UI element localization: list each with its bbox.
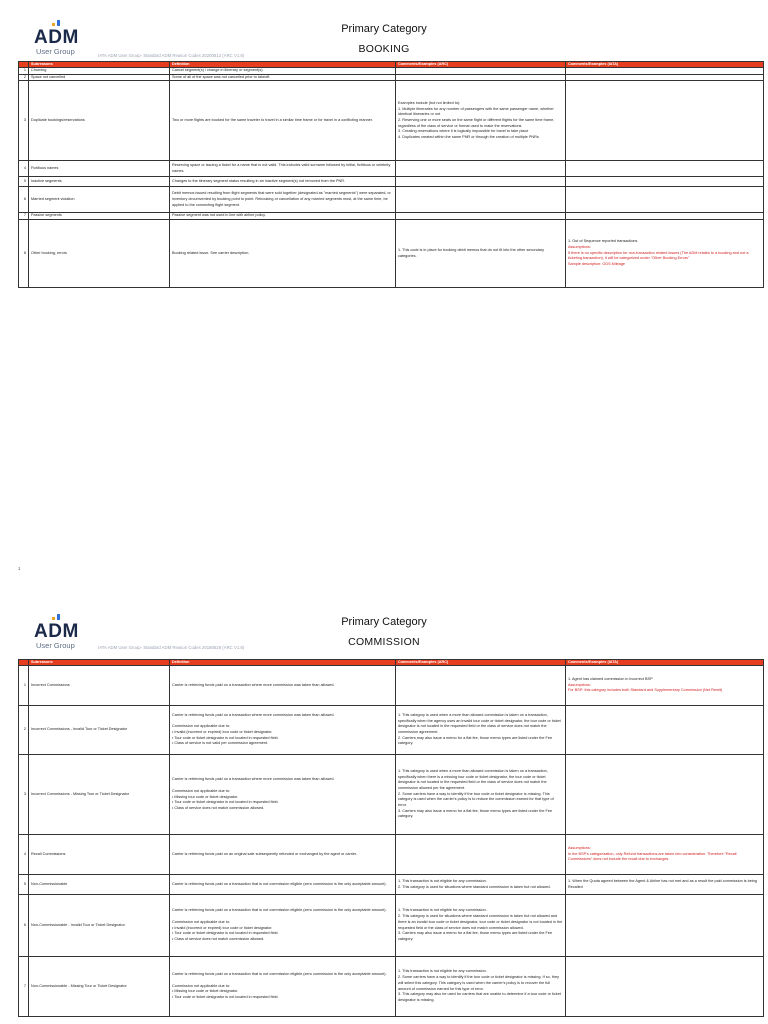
subreason-cell: Non-Commissionable - Missing Tour or Ticket Designator — [29, 957, 170, 1017]
adm-logo — [34, 614, 94, 654]
iata-comment-cell — [566, 74, 764, 81]
cell-line: 3. This category may also be used for carriers that are unable to determine if a tour code or ticket designator is missing. — [398, 992, 561, 1002]
page-title: Primary Category — [341, 23, 427, 35]
cell-line: 1. This transaction is not eligible for any commission. — [398, 908, 487, 913]
subreason-cell: Non-Commissionable - Invalid Tour or Ticket Designator — [29, 895, 170, 957]
arc-comment-cell — [396, 213, 566, 220]
row-number: 8 — [19, 220, 29, 288]
cell-line: Commission not applicable due to: — [172, 788, 231, 793]
iata-comment-cell — [566, 220, 764, 288]
table-row — [19, 875, 764, 895]
table-row — [19, 895, 764, 957]
subreason-cell: Passive segments — [29, 213, 170, 220]
cell-line: 3. Carriers may also issue a memo for a flat fee, those memo types are listed under the Fee category. — [398, 808, 553, 819]
cell-line: • Invalid (incorrect or expired) tour code or ticket designator. — [172, 730, 273, 734]
col-header-subreasons: Subreasons — [29, 62, 170, 68]
cell-line: 1. When the Quota agreed between the Agent & Airline has not met and as a result the paid commission is being Recalled — [568, 878, 757, 889]
cell-note-line: Sample description: GDS Mileage — [568, 262, 625, 267]
cell-line: Carrier is retrieving funds paid on a transaction that is not commission eligible (zero commission is the only acceptable amount). — [172, 972, 387, 977]
row-number: 2 — [19, 706, 29, 755]
subreason-cell: Other booking, errors — [29, 220, 170, 288]
cell-line: 2. Some carriers have a way to identify if the tour code or ticket designator is missing. This category is used when the carrier's policy is to reduce the commission earned for that type of error. — [398, 791, 554, 808]
category-title: COMMISSION — [348, 636, 420, 648]
arc-comment-cell — [396, 81, 566, 161]
subreason-cell: Incorrect Commissions - Missing Tour or Ticket Designator — [29, 755, 170, 835]
cell-line: 2. Some carriers have a way to identify if the tour code or ticket designator is missing. If so, they will select this category. This category is used when the carrier's policy is to recover the full amount of commission earned for this type of error. — [398, 975, 560, 991]
col-header-arc: Comments/Examples (ARC) — [396, 660, 566, 666]
table-row — [19, 220, 764, 288]
definition-cell — [170, 666, 396, 706]
definition-cell — [170, 875, 396, 895]
cell-line: • Tour code or ticket designator is not located in requested field. — [172, 931, 279, 936]
logo-wordmark: ADM — [34, 27, 79, 48]
cell-line: • Missing tour code or ticket designator. — [172, 794, 239, 799]
definition-cell: Some of all of the space was not cancelled prior to takeoff. — [170, 74, 396, 81]
table-row — [19, 957, 764, 1017]
col-header-subreasons: Subreasons — [29, 660, 170, 666]
cell-line: • Tour code or ticket designator is not located in requested field. — [172, 800, 279, 805]
logo-wordmark: ADM — [34, 621, 79, 642]
cell-line: • Missing tour code or ticket designator. — [172, 989, 239, 994]
iata-comment-cell — [566, 755, 764, 835]
table-row — [19, 706, 764, 755]
table-row — [19, 187, 764, 213]
row-number: 7 — [19, 957, 29, 1017]
row-number: 6 — [19, 187, 29, 213]
arc-comment-cell — [396, 895, 566, 957]
row-number: 1 — [19, 666, 29, 706]
arc-comment-cell — [396, 706, 566, 755]
cell-line: Carrier is retrieving funds paid on a transaction where more commission was taken than allowed. — [172, 682, 335, 687]
definition-cell — [170, 835, 396, 875]
subreason-cell: Recall Commissions — [29, 835, 170, 875]
iata-comment-cell — [566, 957, 764, 1017]
cell-note-line: Assumptions: — [568, 845, 591, 850]
source-caption: IATA ADM User Group- Standard ADM Reason Codes 20180528 (ARC V1.8) — [98, 645, 245, 650]
cell-line: Carrier is retrieving funds paid on a transaction that is not commission eligible (zero commission is the only acceptable amount). — [172, 881, 387, 886]
row-number: 2 — [19, 74, 29, 81]
definition-cell: Debit memos issued resulting from flight segments that were sold together (designated as "married segments") were separated, or inventory circumvented by booking point to point. Rebooking or cancellation of any married segments must, at the same time, be applied to the connecting flight segment. — [170, 187, 396, 213]
arc-comment-cell — [396, 177, 566, 187]
cell-line: Carrier is retrieving funds paid on a transaction where more commission was taken than allowed. — [172, 712, 335, 717]
page-number: 1 — [18, 566, 21, 571]
arc-comment-cell — [396, 220, 566, 288]
logo-subtitle: User Group — [36, 641, 75, 650]
cell-line: • Tour code or ticket designator is not located in requested field. — [172, 735, 279, 740]
cell-line: 1. Out of Sequence reported transactions — [568, 239, 638, 244]
cell-line: Commission not applicable due to: — [172, 983, 231, 988]
definition-cell: Booking related issue. See carrier description. — [170, 220, 396, 288]
table-row — [19, 835, 764, 875]
cell-line: 1. This transaction is not eligible for any commission. — [398, 878, 487, 883]
cell-line: 4. Duplicates created within the same PNR or through the creation of multiple PNRs — [398, 135, 539, 140]
table-row — [19, 74, 764, 81]
definition-cell — [170, 706, 396, 755]
cell-line: • Invalid (incorrect or expired) tour code or ticket designator. — [172, 925, 273, 930]
table-row — [19, 81, 764, 161]
definition-cell: Passive segment was not used in line with airline policy. — [170, 213, 396, 220]
cell-line: Carrier is retrieving funds paid on an original sale subsequently refunded or exchanged by the agent or carrier. — [172, 851, 358, 856]
page-commission — [0, 594, 768, 1024]
subreason-cell: Fictitious names — [29, 161, 170, 177]
iata-comment-cell — [566, 161, 764, 177]
cell-line: Carrier is retrieving funds paid on a transaction where more commission was taken than allowed. — [172, 777, 335, 782]
source-caption: IATA ADM User Group- Standard ADM Reason Codes 20200612 (ARC V1.8) — [98, 53, 245, 58]
iata-comment-cell — [566, 213, 764, 220]
table-row — [19, 666, 764, 706]
table-row — [19, 755, 764, 835]
cell-line: 3. Carriers may also issue a memo for a flat fee, those memo types are listed under the Fee category. — [398, 931, 553, 941]
iata-comment-cell — [566, 835, 764, 875]
iata-comment-cell — [566, 706, 764, 755]
cell-line: 3. Creating reservations where it is logically impossible for travel to take place — [398, 129, 529, 134]
row-number: 6 — [19, 895, 29, 957]
cell-line: • Class of service does not match commission allowed. — [172, 936, 265, 941]
commission-table — [18, 659, 764, 1017]
subreason-cell: Non-Commissionable — [29, 875, 170, 895]
subreason-cell: Incorrect Commissions - Invalid Tour or Ticket Designator — [29, 706, 170, 755]
iata-comment-cell — [566, 895, 764, 957]
cell-line: Commission not applicable due to: — [172, 724, 231, 729]
definition-cell — [170, 957, 396, 1017]
cell-line: 1. This transaction is not eligible for any commission. — [398, 969, 487, 974]
arc-comment-cell — [396, 755, 566, 835]
cell-line: • Class of service does not match commission allowed. — [172, 805, 265, 810]
iata-comment-cell — [566, 187, 764, 213]
arc-comment-cell — [396, 187, 566, 213]
cell-line: Carrier is retrieving funds paid on a transaction that is not commission eligible (zero commission is the only acceptable amount). — [172, 908, 387, 913]
cell-note-line: If there is no specific description for non-transaction related issues (The ADM relates to a booking and not a ticketing transaction), it will be categorized under "Other Booking Errors" — [568, 250, 749, 261]
iata-comment-cell — [566, 666, 764, 706]
row-number: 5 — [19, 875, 29, 895]
logo-subtitle: User Group — [36, 47, 75, 56]
row-number: 3 — [19, 81, 29, 161]
definition-cell: Reserving space or issuing a ticket for a name that is not valid. This includes valid surname followed by initial, fictitious or celebrity names. — [170, 161, 396, 177]
arc-comment-cell — [396, 875, 566, 895]
iata-comment-cell — [566, 68, 764, 75]
cell-note-line: Assumptions: — [568, 682, 591, 687]
cell-line: 2. This category is used for situations where standard commission is taken but not allowed and there is an invalid tour code or ticket designator, tour code or ticket designator is not located in the requested field or the class of service does not match commission allowed. — [398, 914, 563, 930]
subreason-cell: Incorrect Commissions — [29, 666, 170, 706]
col-header-definition: Definition — [170, 62, 396, 68]
cell-line: Examples include (but not limited to): — [398, 100, 461, 105]
arc-comment-cell — [396, 161, 566, 177]
subreason-cell: Duplicate bookings/reservations — [29, 81, 170, 161]
col-header-iata: Comments/Examples (IATA) — [566, 62, 764, 68]
cell-line: 2. This category is used for situations where standard commission is taken but not allowed. — [398, 884, 551, 889]
cell-line: 2. Reserving one or more seats on the same flight or different flights for the same time frame, regardless of the class of service or format used to make the reservations — [398, 118, 555, 128]
category-title: BOOKING — [358, 43, 410, 55]
subreason-cell: Churning — [29, 68, 170, 75]
definition-cell: Changes to the itinerary segment status resulting in an inactive segment(s) not removed from the PNR. — [170, 177, 396, 187]
row-number: 4 — [19, 835, 29, 875]
subreason-cell: Inactive segments — [29, 177, 170, 187]
cell-line: Commission not applicable due to: — [172, 919, 231, 924]
iata-comment-cell — [566, 81, 764, 161]
col-header-iata: Comments/Examples (IATA) — [566, 660, 764, 666]
cell-line: 1. This category is used when a more than allowed commission is taken on a transaction, specifically when there is a missing tour code or ticket designator, the tour code or ticket designator is not located in the requested field or the class of service does not match the commission allowed per the agreement. — [398, 768, 548, 790]
cell-note-line: In the BSP's categorization, only Refund transactions are taken into consideration. Therefore "Recall Commissions" does not include the recall due to exchanges. — [568, 851, 737, 862]
row-number: 1 — [19, 68, 29, 75]
arc-comment-cell — [396, 957, 566, 1017]
table-row — [19, 177, 764, 187]
arc-comment-cell — [396, 666, 566, 706]
arc-comment-cell — [396, 835, 566, 875]
subreason-cell: Married segment violation — [29, 187, 170, 213]
table-row — [19, 161, 764, 177]
cell-line: 1. Multiple itineraries for any number of passengers with the same passenger name, whether identical itineraries or not — [398, 106, 554, 117]
definition-cell: Two or more flights are booked for the same traveler to travel in a similar time frame or for travel in a conflicting manner. — [170, 81, 396, 161]
iata-comment-cell — [566, 177, 764, 187]
cell-line: 1. This category is used when a more than allowed commission is taken on a transaction, specifically when the agency uses an invalid tour code or ticket designator, the tour code or ticket designator is not located in the requested field or the class of service does not match the commission agreement. — [398, 712, 561, 734]
cell-note-line: For BSP: this category includes both Standard and Supplementary Commission (Net Remit) — [568, 688, 723, 693]
arc-comment-cell — [396, 74, 566, 81]
col-header-definition: Definition — [170, 660, 396, 666]
cell-line: 2. Carriers may also issue a memo for a flat fee, those memo types are listed under the Fee category. — [398, 735, 553, 746]
cell-line: • Tour code or ticket designator is not located in requested field. — [172, 995, 279, 1000]
cell-line: 1. This code is in place for booking debit memos that do not fit into the other secondary categories. — [398, 247, 544, 258]
subreason-cell: Space not cancelled — [29, 74, 170, 81]
table-row — [19, 213, 764, 220]
col-header-arc: Comments/Examples (ARC) — [396, 62, 566, 68]
definition-cell — [170, 895, 396, 957]
page-title: Primary Category — [341, 616, 427, 628]
booking-table — [18, 61, 764, 288]
definition-cell — [170, 755, 396, 835]
iata-comment-cell — [566, 875, 764, 895]
definition-cell: Cancel segment(s) / change in itinerary or segment(s). — [170, 68, 396, 75]
cell-line: • Class of service is not valid per commission agreement. — [172, 741, 269, 746]
arc-comment-cell — [396, 68, 566, 75]
cell-line: 1. Agent has claimed commission in incorrect BSP — [568, 676, 653, 681]
row-number: 4 — [19, 161, 29, 177]
row-number: 3 — [19, 755, 29, 835]
row-number: 5 — [19, 177, 29, 187]
row-number: 7 — [19, 213, 29, 220]
adm-logo — [34, 20, 94, 60]
cell-note-line: Assumptions: — [568, 245, 591, 250]
table-row — [19, 68, 764, 75]
